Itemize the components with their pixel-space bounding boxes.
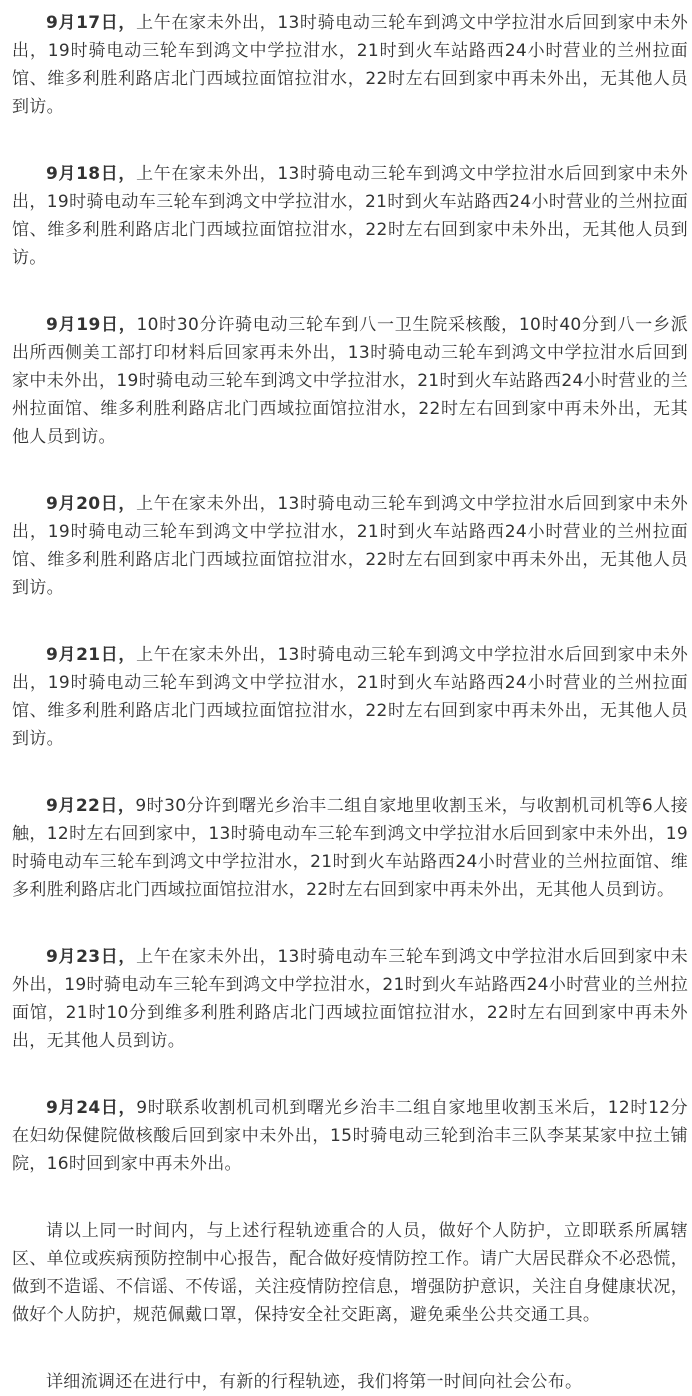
- itinerary-paragraph-0918: [12, 160, 688, 272]
- itinerary-date: 9月19日，: [46, 315, 137, 335]
- itinerary-date: 9月17日，: [46, 13, 137, 33]
- itinerary-text: 9时30分许到曙光乡治丰二组自家地里收割玉米，与收割机司机等6人接触，12时左右回到家中，13时骑电动车三轮车到鸿文中学拉泔水后回到家中未外出，19时骑电动车三轮车到鸿文中学拉泔水，21时到火车站路西24小时营业的兰州拉面馆、维多利胜利路店北门西域拉面馆拉泔水，22时左右回到家中再未外出，无其他人员到访。: [12, 796, 688, 900]
- itinerary-paragraph-0922: [12, 792, 688, 904]
- itinerary-paragraph-0921: [12, 641, 688, 753]
- itinerary-text: 9时联系收割机司机到曙光乡治丰二组自家地里收割玉米后，12时12分在妇幼保健院做核酸后回到家中未外出，15时骑电动三轮到治丰三队李某某家中拉土铺院，16时回到家中再未外出。: [12, 1098, 688, 1174]
- notice-paragraph: 请以上同一时间内，与上述行程轨迹重合的人员，做好个人防护，立即联系所属辖区、单位或疾病预防控制中心报告，配合做好疫情防控工作。请广大居民群众不必恐慌，做到不造谣、不信谣、不传谣，关注疫情防控信息，增强防护意识，关注自身健康状况，做好个人防护，规范佩戴口罩，保持安全社交距离，避免乘坐公共交通工具。: [12, 1221, 688, 1325]
- itinerary-date: 9月22日，: [46, 796, 136, 816]
- itinerary-paragraph-0924: [12, 1094, 688, 1178]
- itinerary-text: 上午在家未外出，13时骑电动三轮车到鸿文中学拉泔水后回到家中未外出，19时骑电动车三轮车到鸿文中学拉泔水，21时到火车站路西24小时营业的兰州拉面馆、维多利胜利路店北门西域拉面馆拉泔水，22时左右回到家中未外出，无其他人员到访。: [12, 164, 688, 268]
- closing-paragraph: 详细流调还在进行中，有新的行程轨迹，我们将第一时间向社会公布。: [46, 1372, 583, 1392]
- itinerary-date: 9月18日，: [46, 164, 137, 184]
- itinerary-date: 9月24日，: [46, 1098, 137, 1118]
- itinerary-text: 上午在家未外出，13时骑电动三轮车到鸿文中学拉泔水后回到家中未外出，19时骑电动三轮车到鸿文中学拉泔水，21时到火车站路西24小时营业的兰州拉面馆、维多利胜利路店北门西域拉面馆拉泔水，22时左右回到家中再未外出，无其他人员到访。: [12, 494, 688, 598]
- itinerary-date: 9月23日，: [46, 947, 137, 967]
- itinerary-paragraph-0917: [12, 9, 688, 121]
- itinerary-paragraph-0919: [12, 311, 688, 451]
- itinerary-paragraph-0920: [12, 490, 688, 602]
- itinerary-text: 10时30分许骑电动三轮车到八一卫生院采核酸，10时40分到八一乡派出所西侧美工部打印材料后回家再未外出，13时骑电动三轮车到鸿文中学拉泔水后回到家中未外出，19时骑电动三轮车到鸿文中学拉泔水，21时到火车站路西24小时营业的兰州拉面馆、维多利胜利路店北门西域拉面馆拉泔水，22时左右回到家中再未外出，无其他人员到访。: [12, 315, 688, 447]
- itinerary-text: 上午在家未外出，13时骑电动车三轮车到鸿文中学拉泔水后回到家中未外出，19时骑电动车三轮车到鸿文中学拉泔水，21时到火车站路西24小时营业的兰州拉面馆，21时10分到维多利胜利路店北门西域拉面馆拉泔水，22时左右回到家中再未外出，无其他人员到访。: [12, 947, 688, 1051]
- itinerary-paragraph-0923: [12, 943, 688, 1055]
- itinerary-text: 上午在家未外出，13时骑电动三轮车到鸿文中学拉泔水后回到家中未外出，19时骑电动三轮车到鸿文中学拉泔水，21时到火车站路西24小时营业的兰州拉面馆、维多利胜利路店北门西域拉面馆拉泔水，22时左右回到家中再未外出，无其他人员到访。: [12, 645, 688, 749]
- itinerary-text: 上午在家未外出，13时骑电动三轮车到鸿文中学拉泔水后回到家中未外出，19时骑电动三轮车到鸿文中学拉泔水，21时到火车站路西24小时营业的兰州拉面馆、维多利胜利路店北门西域拉面馆拉泔水，22时左右回到家中再未外出，无其他人员到访。: [12, 13, 688, 117]
- itinerary-date: 9月21日，: [46, 645, 137, 665]
- itinerary-date: 9月20日，: [46, 494, 137, 514]
- article-body: [12, 9, 688, 1396]
